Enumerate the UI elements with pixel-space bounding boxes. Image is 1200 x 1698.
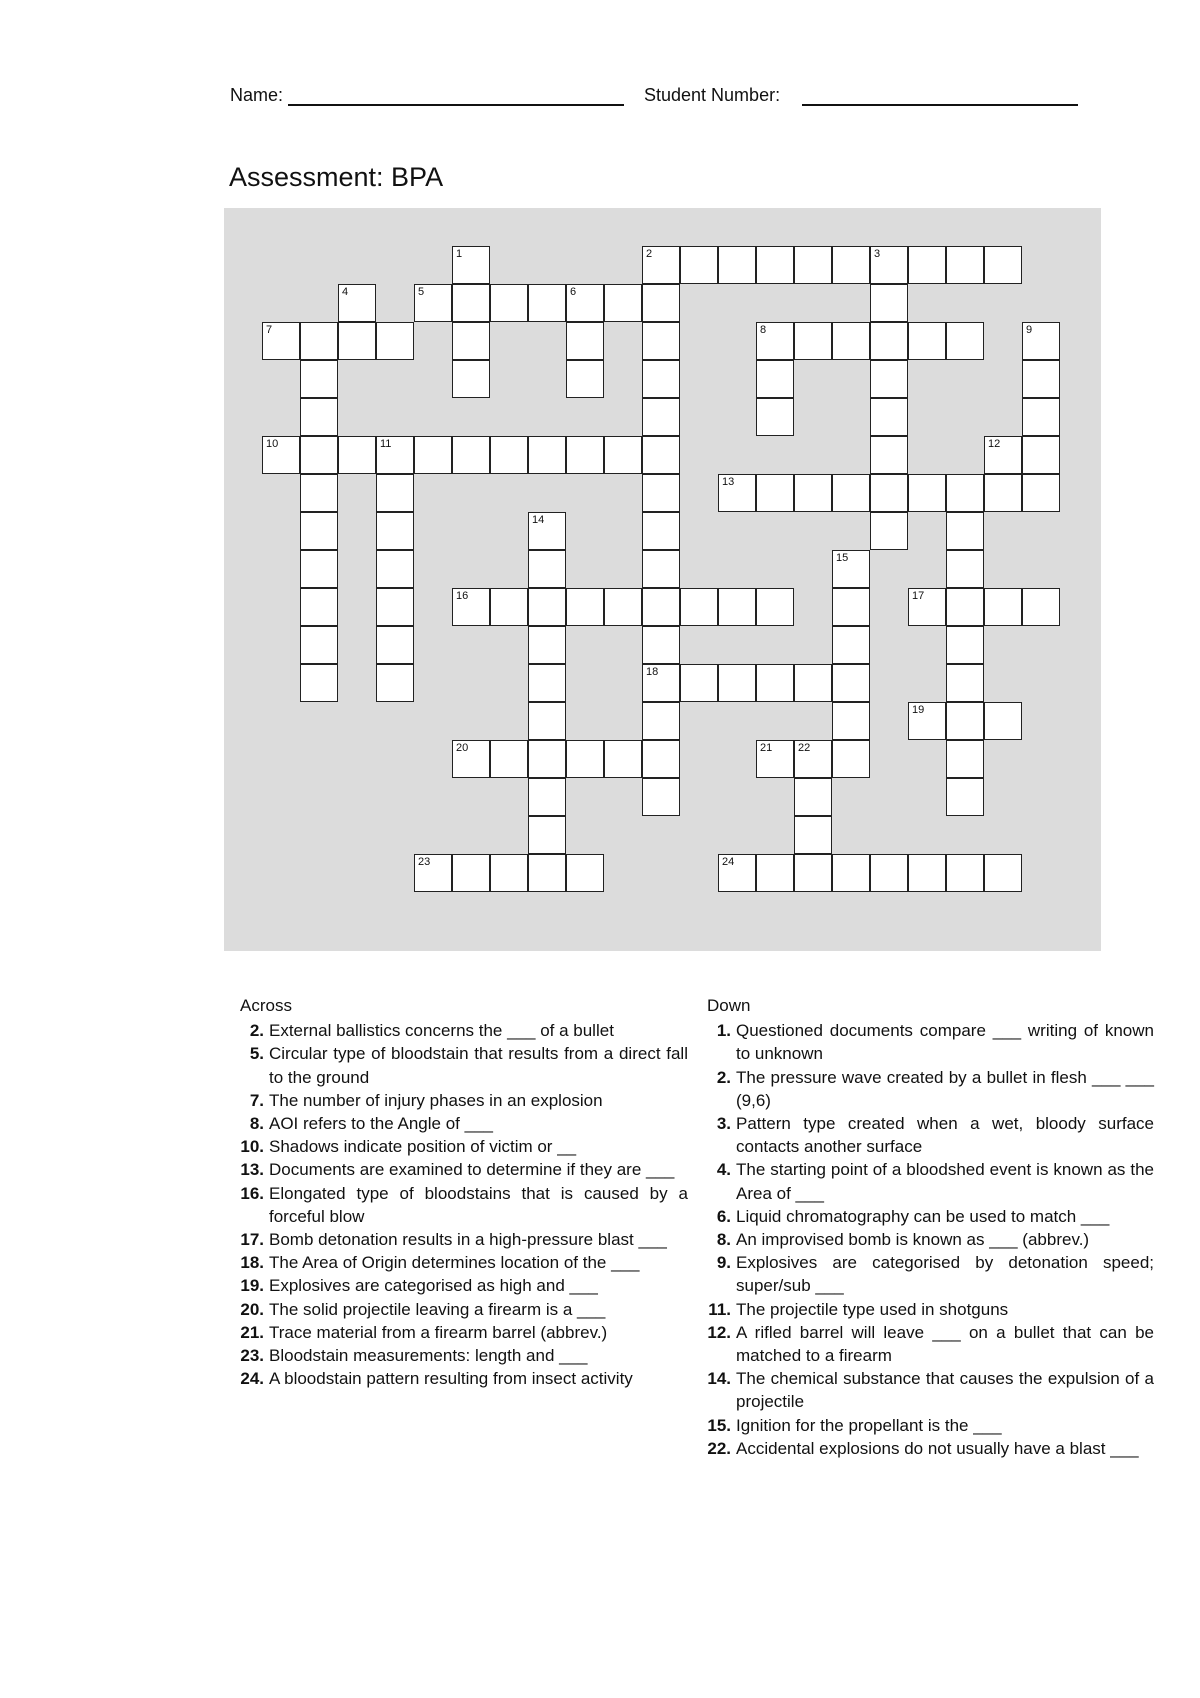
- crossword-cell[interactable]: [528, 778, 566, 816]
- crossword-cell[interactable]: [908, 322, 946, 360]
- cell-number: 15: [836, 552, 849, 564]
- crossword-cell[interactable]: [718, 474, 756, 512]
- cell-number: 16: [456, 590, 469, 602]
- crossword-cell[interactable]: [1022, 322, 1060, 360]
- crossword-cell[interactable]: [832, 702, 870, 740]
- crossword-cell[interactable]: [604, 284, 642, 322]
- crossword-cell[interactable]: [300, 550, 338, 588]
- clue-number: 21.: [240, 1322, 264, 1342]
- cell-number: 23: [418, 856, 431, 868]
- crossword-cell[interactable]: [756, 588, 794, 626]
- cell-number: 3: [874, 248, 881, 260]
- name-field[interactable]: [288, 104, 624, 106]
- down-clue: [707, 1367, 1154, 1413]
- crossword-cell[interactable]: [452, 436, 490, 474]
- across-clue: [240, 1274, 688, 1297]
- crossword-cell[interactable]: [946, 474, 984, 512]
- crossword-cell[interactable]: [832, 588, 870, 626]
- crossword-cell[interactable]: [718, 246, 756, 284]
- clue-number: 1.: [716, 1021, 731, 1041]
- clue-text: Pattern type created when a wet, bloody surface contacts another surface: [736, 1114, 1154, 1157]
- crossword-cell[interactable]: [870, 474, 908, 512]
- down-clue: [707, 1066, 1154, 1112]
- cell-number: 6: [570, 286, 577, 298]
- clue-text: Liquid chromatography can be used to match ___: [736, 1206, 1110, 1226]
- clue-number: 16.: [240, 1183, 264, 1203]
- crossword-cell[interactable]: [414, 284, 452, 322]
- crossword-cell[interactable]: [528, 626, 566, 664]
- crossword-cell[interactable]: [832, 854, 870, 892]
- down-clue: [707, 1298, 1154, 1321]
- clue-text: Explosives are categorised as high and ___: [269, 1276, 598, 1296]
- crossword-cell[interactable]: [300, 512, 338, 550]
- clue-number: 2.: [716, 1067, 731, 1087]
- crossword-cell[interactable]: [452, 854, 490, 892]
- worksheet-header: [230, 80, 1080, 110]
- crossword-cell[interactable]: [680, 246, 718, 284]
- clue-number: 14.: [707, 1369, 731, 1389]
- cell-number: 9: [1026, 324, 1033, 336]
- crossword-cell[interactable]: [756, 360, 794, 398]
- clue-text: Questioned documents compare ___ writing of known to unknown: [736, 1021, 1154, 1064]
- across-clue: [240, 1228, 688, 1251]
- crossword-cell[interactable]: [1022, 398, 1060, 436]
- crossword-cell[interactable]: [528, 854, 566, 892]
- crossword-cell[interactable]: [946, 778, 984, 816]
- across-clues: [240, 994, 688, 1390]
- crossword-cell[interactable]: [528, 702, 566, 740]
- clue-text: The pressure wave created by a bullet in flesh ___ ___ (9,6): [736, 1067, 1154, 1110]
- clue-text: An improvised bomb is known as ___ (abbrev.): [736, 1230, 1090, 1250]
- crossword-cell[interactable]: [794, 854, 832, 892]
- clue-text: The projectile type used in shotguns: [736, 1299, 1009, 1319]
- crossword-cell[interactable]: [908, 854, 946, 892]
- crossword-cell[interactable]: [528, 512, 566, 550]
- across-clue: [240, 1135, 688, 1158]
- crossword-cell[interactable]: [832, 626, 870, 664]
- crossword-cell[interactable]: [756, 664, 794, 702]
- crossword-cell[interactable]: [680, 664, 718, 702]
- cell-number: 1: [456, 248, 463, 260]
- clue-text: Ignition for the propellant is the ___: [736, 1415, 1002, 1435]
- crossword-cell[interactable]: [300, 360, 338, 398]
- crossword-cell[interactable]: [490, 284, 528, 322]
- crossword-cell[interactable]: [870, 322, 908, 360]
- crossword-cell[interactable]: [908, 702, 946, 740]
- across-clue: [240, 1042, 688, 1088]
- clue-number: 3.: [716, 1114, 731, 1134]
- name-label: Name:: [230, 85, 284, 105]
- crossword-cell[interactable]: [832, 740, 870, 778]
- crossword-cell[interactable]: [870, 246, 908, 284]
- across-clue: [240, 1158, 688, 1181]
- across-heading: Across: [240, 996, 292, 1015]
- clue-text: Circular type of bloodstain that results from a direct fall to the ground: [269, 1044, 688, 1087]
- crossword-cell[interactable]: [262, 436, 300, 474]
- crossword-cell[interactable]: [414, 436, 452, 474]
- crossword-cell[interactable]: [642, 436, 680, 474]
- crossword-cell[interactable]: [946, 588, 984, 626]
- across-clue: [240, 1112, 688, 1135]
- clue-number: 9.: [716, 1253, 731, 1273]
- crossword-cell[interactable]: [300, 588, 338, 626]
- clue-number: 24.: [240, 1369, 264, 1389]
- down-heading: Down: [707, 996, 751, 1015]
- crossword-cell[interactable]: [832, 246, 870, 284]
- crossword-cell[interactable]: [300, 626, 338, 664]
- crossword-cell[interactable]: [376, 322, 414, 360]
- clue-number: 17.: [240, 1230, 264, 1250]
- crossword-cell[interactable]: [566, 436, 604, 474]
- crossword-cell[interactable]: [300, 322, 338, 360]
- crossword-cell[interactable]: [566, 360, 604, 398]
- crossword-cell[interactable]: [642, 588, 680, 626]
- across-clue: [240, 1019, 688, 1042]
- crossword-cell[interactable]: [946, 702, 984, 740]
- crossword-cell[interactable]: [262, 322, 300, 360]
- down-clue: [707, 1437, 1154, 1460]
- crossword-cell[interactable]: [528, 550, 566, 588]
- down-clue: [707, 1158, 1154, 1204]
- crossword-cell[interactable]: [832, 550, 870, 588]
- crossword-cell[interactable]: [832, 664, 870, 702]
- cell-number: 21: [760, 742, 773, 754]
- clue-number: 6.: [716, 1206, 731, 1226]
- across-clue: [240, 1367, 688, 1390]
- crossword-cell[interactable]: [452, 284, 490, 322]
- crossword-grid: [224, 208, 1101, 951]
- crossword-cell[interactable]: [870, 436, 908, 474]
- clue-text: Accidental explosions do not usually have a blast ___: [736, 1438, 1139, 1458]
- crossword-cell[interactable]: [946, 740, 984, 778]
- crossword-cell[interactable]: [604, 740, 642, 778]
- clue-text: A bloodstain pattern resulting from insect activity: [269, 1369, 633, 1389]
- down-clue: [707, 1251, 1154, 1297]
- cell-number: 14: [532, 514, 545, 526]
- crossword-cell[interactable]: [642, 664, 680, 702]
- clue-text: A rifled barrel will leave ___ on a bullet that can be matched to a firearm: [736, 1322, 1154, 1366]
- crossword-cell[interactable]: [376, 474, 414, 512]
- crossword-cell[interactable]: [984, 854, 1022, 892]
- crossword-cell[interactable]: [528, 740, 566, 778]
- crossword-cell[interactable]: [984, 474, 1022, 512]
- clue-text: Elongated type of bloodstains that is caused by a forceful blow: [269, 1183, 688, 1226]
- crossword-cell[interactable]: [946, 854, 984, 892]
- cell-number: 8: [760, 324, 767, 336]
- crossword-cell[interactable]: [794, 246, 832, 284]
- crossword-cell[interactable]: [642, 626, 680, 664]
- crossword-cell[interactable]: [376, 512, 414, 550]
- crossword-cell[interactable]: [452, 740, 490, 778]
- cell-number: 18: [646, 666, 659, 678]
- cell-number: 11: [380, 438, 392, 450]
- clue-number: 8.: [716, 1230, 731, 1250]
- clue-number: 13.: [240, 1160, 264, 1180]
- crossword-cell[interactable]: [870, 360, 908, 398]
- clue-text: The number of injury phases in an explosion: [269, 1090, 603, 1110]
- crossword-cell[interactable]: [984, 588, 1022, 626]
- clue-number: 8.: [249, 1114, 264, 1134]
- clue-text: Trace material from a firearm barrel (abbrev.): [269, 1322, 608, 1342]
- clue-number: 15.: [707, 1415, 731, 1435]
- cell-number: 10: [266, 438, 279, 450]
- crossword-cell[interactable]: [376, 588, 414, 626]
- clue-number: 5.: [249, 1044, 264, 1064]
- crossword-cell[interactable]: [338, 284, 376, 322]
- crossword-cell[interactable]: [1022, 436, 1060, 474]
- clue-number: 10.: [240, 1137, 264, 1157]
- crossword-cell[interactable]: [946, 550, 984, 588]
- crossword-cell[interactable]: [642, 474, 680, 512]
- crossword-cell[interactable]: [566, 284, 604, 322]
- clue-text: The Area of Origin determines location of the ___: [269, 1253, 640, 1273]
- crossword-cell[interactable]: [832, 474, 870, 512]
- clue-text: Bomb detonation results in a high-pressure blast ___: [269, 1230, 667, 1250]
- clue-text: External ballistics concerns the ___ of a bullet: [269, 1021, 614, 1041]
- crossword-cell[interactable]: [794, 778, 832, 816]
- clue-text: Bloodstain measurements: length and ___: [269, 1346, 588, 1366]
- crossword-cell[interactable]: [528, 816, 566, 854]
- crossword-cell[interactable]: [870, 512, 908, 550]
- crossword-cell[interactable]: [376, 626, 414, 664]
- crossword-cell[interactable]: [718, 854, 756, 892]
- down-clue: [707, 1112, 1154, 1158]
- crossword-cell[interactable]: [794, 322, 832, 360]
- cell-number: 22: [798, 742, 811, 754]
- crossword-cell[interactable]: [566, 588, 604, 626]
- clue-number: 11.: [708, 1299, 731, 1319]
- clue-number: 18.: [240, 1253, 264, 1273]
- clue-text: Documents are examined to determine if they are ___: [269, 1160, 675, 1180]
- crossword-cell[interactable]: [376, 436, 414, 474]
- clue-number: 12.: [707, 1322, 731, 1342]
- down-clue: [707, 1019, 1154, 1065]
- crossword-cell[interactable]: [452, 322, 490, 360]
- crossword-cell[interactable]: [642, 740, 680, 778]
- cell-number: 20: [456, 742, 469, 754]
- crossword-cell[interactable]: [756, 246, 794, 284]
- across-clue: [240, 1251, 688, 1274]
- crossword-cell[interactable]: [984, 436, 1022, 474]
- clue-number: 20.: [240, 1299, 264, 1319]
- page-title: Assessment: BPA: [229, 162, 444, 192]
- cell-number: 13: [722, 476, 735, 488]
- crossword-cell[interactable]: [376, 550, 414, 588]
- crossword-cell[interactable]: [718, 664, 756, 702]
- crossword-cell[interactable]: [832, 322, 870, 360]
- crossword-cell[interactable]: [908, 246, 946, 284]
- crossword-cell[interactable]: [452, 588, 490, 626]
- crossword-cell[interactable]: [452, 246, 490, 284]
- clue-text: AOI refers to the Angle of ___: [269, 1114, 493, 1134]
- crossword-cell[interactable]: [642, 284, 680, 322]
- crossword-cell[interactable]: [756, 854, 794, 892]
- across-clue: [240, 1298, 688, 1321]
- crossword-cell[interactable]: [984, 246, 1022, 284]
- crossword-cell[interactable]: [756, 398, 794, 436]
- crossword-cell[interactable]: [604, 588, 642, 626]
- crossword-cell[interactable]: [756, 322, 794, 360]
- clue-text: The starting point of a bloodshed event is known as the Area of ___: [736, 1160, 1154, 1203]
- crossword-cell[interactable]: [680, 588, 718, 626]
- crossword-cell[interactable]: [1022, 360, 1060, 398]
- crossword-cell[interactable]: [642, 360, 680, 398]
- crossword-cell[interactable]: [642, 702, 680, 740]
- clue-text: The solid projectile leaving a firearm is a ___: [269, 1299, 606, 1319]
- crossword-cell[interactable]: [642, 550, 680, 588]
- crossword-cell[interactable]: [490, 436, 528, 474]
- crossword-cell[interactable]: [794, 740, 832, 778]
- crossword-cell[interactable]: [642, 398, 680, 436]
- crossword-cell[interactable]: [300, 474, 338, 512]
- crossword-cell[interactable]: [946, 664, 984, 702]
- student-number-field[interactable]: [802, 104, 1078, 106]
- crossword-cell[interactable]: [946, 626, 984, 664]
- across-clue: [240, 1182, 688, 1228]
- crossword-cell[interactable]: [1022, 474, 1060, 512]
- down-clue: [707, 1205, 1154, 1228]
- crossword-cell[interactable]: [528, 664, 566, 702]
- cell-number: 2: [646, 248, 653, 260]
- crossword-cell[interactable]: [490, 588, 528, 626]
- crossword-cell[interactable]: [528, 436, 566, 474]
- crossword-cell[interactable]: [756, 740, 794, 778]
- clue-text: Shadows indicate position of victim or __: [269, 1137, 577, 1157]
- crossword-cell[interactable]: [300, 664, 338, 702]
- crossword-cell[interactable]: [946, 512, 984, 550]
- clue-number: 2.: [249, 1021, 264, 1041]
- cell-number: 4: [342, 286, 349, 298]
- crossword-cell[interactable]: [566, 740, 604, 778]
- crossword-cell[interactable]: [642, 778, 680, 816]
- student-number-label: Student Number:: [644, 85, 781, 105]
- crossword-cell[interactable]: [794, 664, 832, 702]
- crossword-cell[interactable]: [642, 512, 680, 550]
- crossword-cell[interactable]: [870, 854, 908, 892]
- cell-number: 5: [418, 286, 425, 298]
- cell-number: 24: [722, 856, 735, 868]
- across-clue: [240, 1089, 688, 1112]
- clue-number: 7.: [249, 1090, 264, 1110]
- cell-number: 17: [912, 590, 925, 602]
- crossword-cell[interactable]: [528, 588, 566, 626]
- across-clue: [240, 1321, 688, 1344]
- crossword-cell[interactable]: [908, 474, 946, 512]
- down-clue: [707, 1414, 1154, 1437]
- crossword-cell[interactable]: [338, 322, 376, 360]
- crossword-cell[interactable]: [946, 322, 984, 360]
- crossword-cell[interactable]: [870, 398, 908, 436]
- crossword-cell[interactable]: [490, 740, 528, 778]
- crossword-cell[interactable]: [908, 588, 946, 626]
- clue-text: The chemical substance that causes the expulsion of a projectile: [736, 1369, 1154, 1412]
- cell-number: 7: [266, 324, 273, 336]
- crossword-cell[interactable]: [718, 588, 756, 626]
- crossword-cell[interactable]: [642, 246, 680, 284]
- crossword-cell[interactable]: [566, 854, 604, 892]
- cell-number: 19: [912, 704, 925, 716]
- crossword-cell[interactable]: [528, 284, 566, 322]
- down-clue: [707, 1321, 1154, 1367]
- clue-number: 22.: [707, 1438, 731, 1458]
- crossword-cell[interactable]: [604, 436, 642, 474]
- crossword-cell[interactable]: [794, 474, 832, 512]
- clue-text: Explosives are categorised by detonation speed; super/sub ___: [736, 1253, 1154, 1296]
- crossword-cell[interactable]: [756, 474, 794, 512]
- across-clue: [240, 1344, 688, 1367]
- crossword-cell[interactable]: [338, 436, 376, 474]
- cell-number: 12: [988, 438, 1001, 450]
- down-clue: [707, 1228, 1154, 1251]
- crossword-cell[interactable]: [414, 854, 452, 892]
- crossword-cell[interactable]: [794, 816, 832, 854]
- crossword-cell[interactable]: [566, 322, 604, 360]
- crossword-cell[interactable]: [642, 322, 680, 360]
- clue-number: 4.: [716, 1160, 731, 1180]
- crossword-cell[interactable]: [490, 854, 528, 892]
- crossword-cell[interactable]: [870, 284, 908, 322]
- crossword-cell[interactable]: [946, 246, 984, 284]
- down-clues: [707, 994, 1154, 1460]
- clue-number: 23.: [240, 1346, 264, 1366]
- crossword-cell[interactable]: [300, 398, 338, 436]
- crossword-cell[interactable]: [300, 436, 338, 474]
- crossword-cell[interactable]: [452, 360, 490, 398]
- crossword-cell[interactable]: [376, 664, 414, 702]
- crossword-cell[interactable]: [1022, 588, 1060, 626]
- crossword-cell[interactable]: [984, 702, 1022, 740]
- clue-number: 19.: [240, 1276, 264, 1296]
